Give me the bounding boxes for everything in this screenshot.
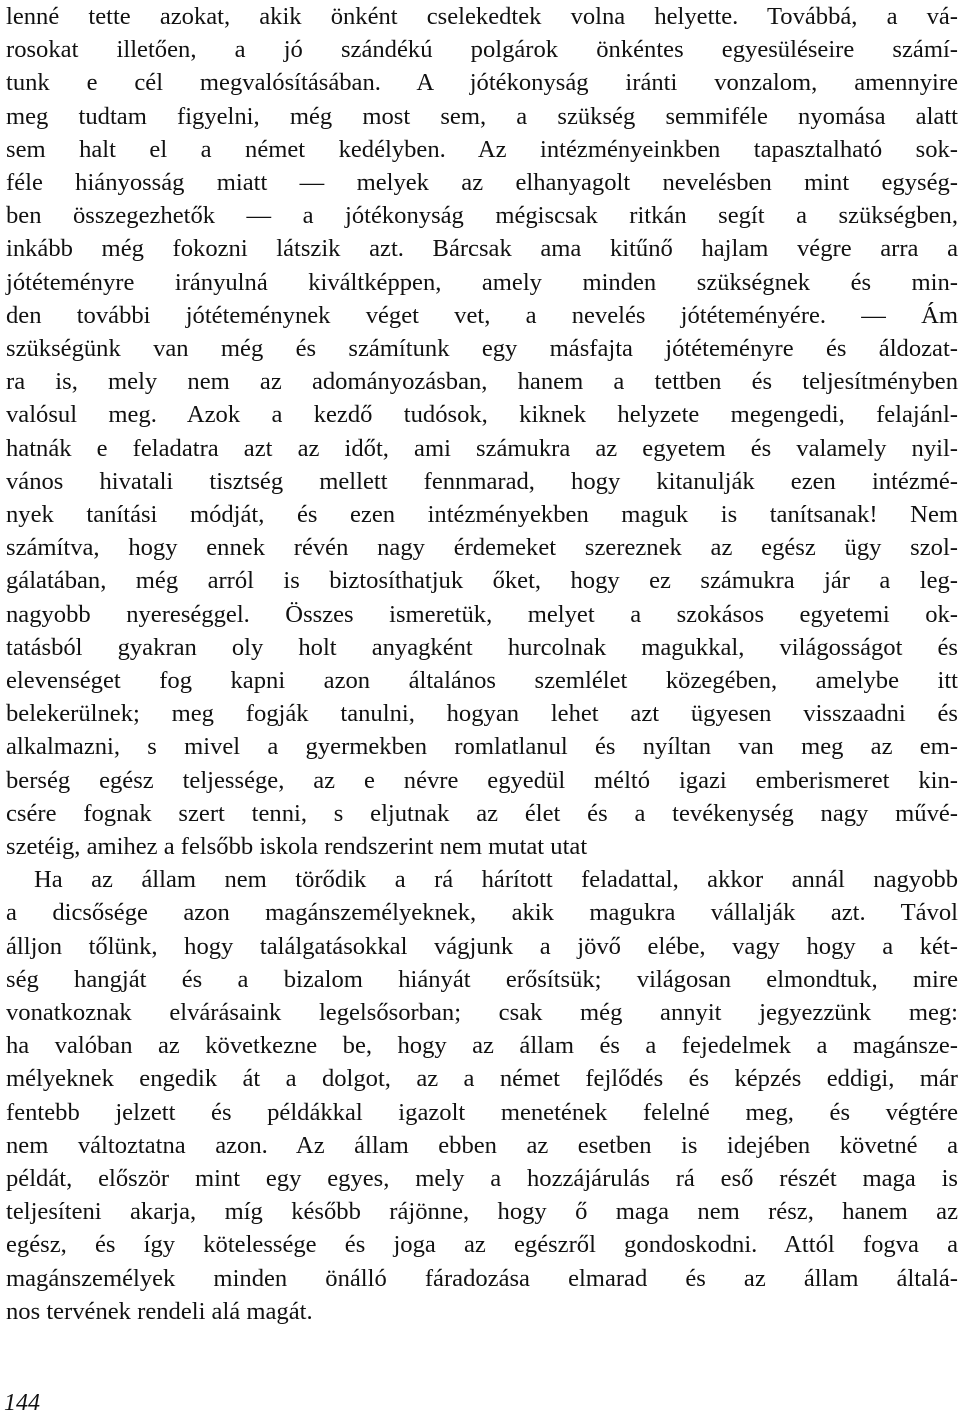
text-line: nem változtatna azon. Az állam ebben az esetben is idejében követné a	[6, 1131, 958, 1159]
text-line: berség egész teljessége, az e névre egyedül méltó igazi emberismeret kin-	[6, 766, 958, 794]
text-line: alkalmazni, s mivel a gyermekben romlatlanul és nyíltan van meg az em-	[6, 733, 958, 761]
text-line: lenné tette azokat, akik önként cselekedtek volna helyette. Továbbá, a vá-	[6, 3, 958, 30]
text-line: sem halt el a német kedélyben. Az intézményeinkben tapasztalható sok-	[6, 135, 958, 163]
text-line: jótéteményre irányulná kiváltképpen, amely minden szükségnek és min-	[6, 268, 958, 296]
text-line: den további jótéteménynek véget vet, a nevelés jótéteményére. — Ám	[6, 301, 958, 329]
text-line: nos tervének rendeli alá magát.	[6, 1297, 313, 1325]
text-line: Ha az állam nem törődik a rá hárított feladattal, akkor annál nagyobb	[34, 866, 958, 894]
text-line: a dicsősége azon magánszemélyeknek, akik magukra vállalják azt. Távol	[6, 899, 958, 927]
text-line: gálatában, még arról is biztosíthatjuk őket, hogy ez számukra jár a leg-	[6, 567, 958, 595]
text-line: hatnák e feladatra azt az időt, ami számukra az egyetem és valamely nyil-	[6, 434, 958, 462]
text-line: vonatkoznak elvárásaink legelsősorban; csak még annyit jegyezzünk meg:	[6, 999, 958, 1026]
text-line: nyek tanítási módját, és ezen intézményekben maguk is tanítsanak! Nem	[6, 501, 958, 528]
text-line: csére fognak szert tenni, s eljutnak az élet és a tevékenység nagy művé-	[6, 799, 958, 827]
text-line: inkább még fokozni látszik azt. Bárcsak ama kitűnő hajlam végre arra a	[6, 235, 958, 263]
text-line: teljesíteni akarja, míg később rájönne, hogy ő maga nem rész, hanem az	[6, 1198, 958, 1226]
text-line: tatásból gyakran oly holt anyagként hurcolnak magukkal, világosságot és	[6, 633, 958, 661]
text-line: elevenséget fog kapni azon általános szemlélet közegében, amelybe itt	[6, 667, 958, 694]
text-line: belekerülnek; meg fogják tanulni, hogyan lehet azt ügyesen visszaadni és	[6, 700, 958, 728]
text-line: ben összegezhetők — a jótékonyság mégiscsak ritkán segít a szükségben,	[6, 202, 958, 230]
text-line: nagyobb nyereséggel. Összes ismeretük, melyet a szokásos egyetemi ok-	[6, 600, 958, 628]
text-line: mélyeknek engedik át a dolgot, az a német fejlődés és képzés eddigi, már	[6, 1065, 958, 1093]
text-line: szetéig, amihez a felsőbb iskola rendszerint nem mutat utat	[6, 833, 588, 860]
text-line: számítva, hogy ennek révén nagy érdemeket szereznek az egész ügy szol-	[6, 534, 958, 562]
text-line: féle hiányosság miatt — melyek az elhanyagolt nevelésben mint egység-	[6, 169, 958, 196]
text-line: álljon tőlünk, hogy találgatásokkal vágjunk a jövő elébe, vagy hogy a két-	[6, 932, 958, 960]
text-line: valósul meg. Azok a kezdő tudósok, kiknek helyzete megengedi, felajánl-	[6, 401, 958, 429]
text-line: tunk e cél megvalósításában. A jótékonyság iránti vonzalom, amennyire	[6, 69, 958, 97]
page-number: 144	[4, 1390, 40, 1416]
text-line: rosokat illetően, a jó szándékú polgárok önkéntes egyesüléseire számí-	[6, 36, 958, 64]
text-line: fentebb jelzett és példákkal igazolt menetének felelné meg, és végtére	[6, 1098, 958, 1126]
text-line: vános hivatali tisztség mellett fennmarad, hogy kitanulják ezen intézmé-	[6, 467, 958, 495]
text-line: meg tudtam figyelni, még most sem, a szükség semmiféle nyomása alatt	[6, 102, 958, 130]
text-line: egész, és így kötelessége és joga az egészről gondoskodni. Attól fogva a	[6, 1231, 958, 1259]
text-line: példát, először mint egy egyes, mely a hozzájárulás rá eső részét maga is	[6, 1165, 958, 1192]
text-line: szükségünk van még és számítunk egy másfajta jótéteményre és áldozat-	[6, 335, 958, 362]
text-line: ség hangját és a bizalom hiányát erősítsük; világosan elmondtuk, mire	[6, 965, 958, 993]
text-line: magánszemélyek minden önálló fáradozása elmarad és az állam általá-	[6, 1264, 958, 1292]
text-line: ha valóban az következne be, hogy az állam és a fejedelmek a magánsze-	[6, 1032, 958, 1060]
text-line: ra is, mely nem az adományozásban, hanem a tettben és teljesítményben	[6, 368, 958, 396]
